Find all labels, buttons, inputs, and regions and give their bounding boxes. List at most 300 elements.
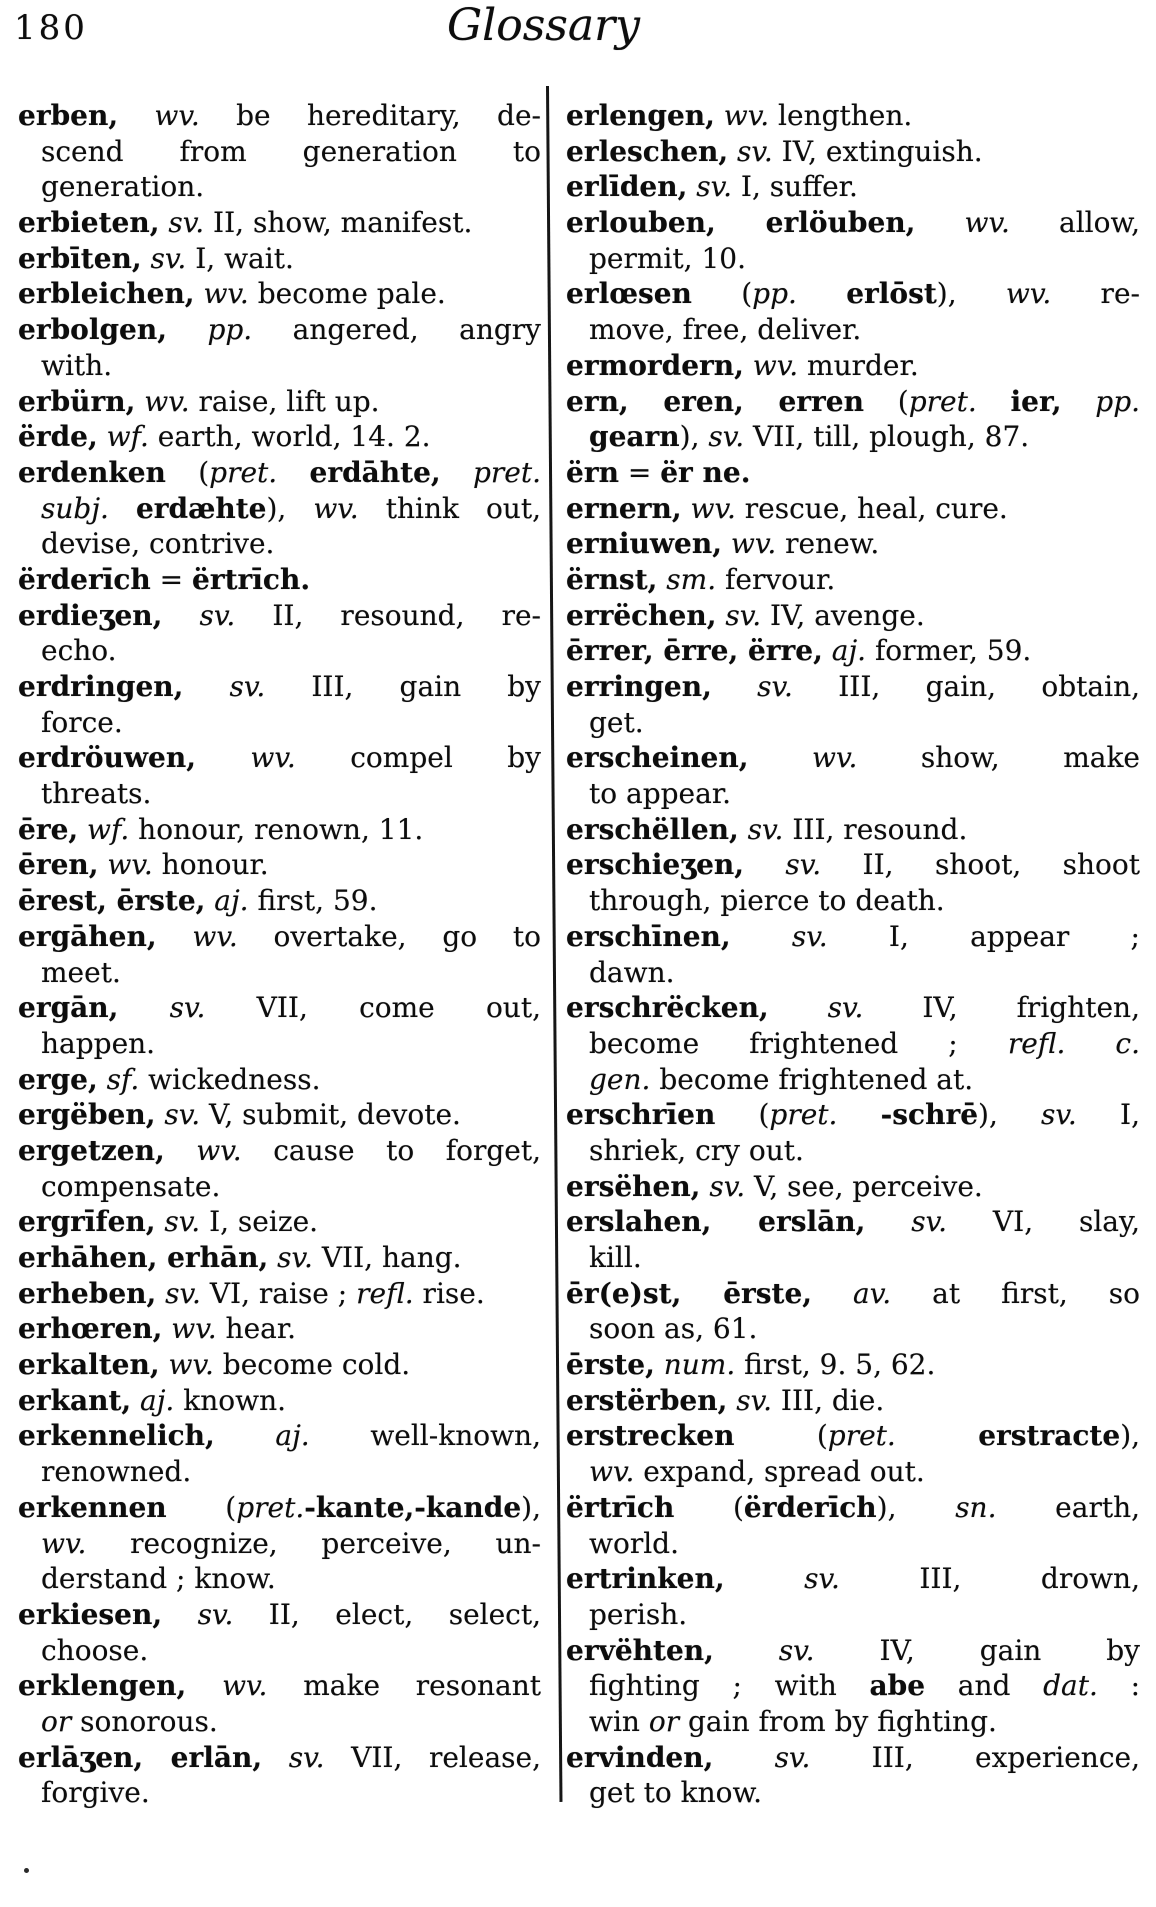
entry-line bbox=[18, 1490, 541, 1526]
definition-text: I, bbox=[1076, 1098, 1140, 1132]
definition-text: ( bbox=[691, 277, 753, 311]
headword-text: ērste, bbox=[566, 1348, 655, 1382]
grammar-tag-text: sv. bbox=[711, 670, 793, 703]
definition-text: re- bbox=[1051, 277, 1140, 311]
headword-text: erstërben, bbox=[566, 1383, 728, 1417]
headword-text: ier, bbox=[1010, 384, 1062, 418]
headword-text: gearn bbox=[589, 420, 680, 454]
headword-text: erheben, bbox=[18, 1276, 157, 1310]
grammar-tag-text: sv. bbox=[262, 1740, 325, 1774]
headword-text: erdāhte, bbox=[309, 455, 441, 489]
entry-wrap-line bbox=[566, 1240, 1140, 1276]
entry-wrap-line bbox=[566, 1704, 1140, 1740]
definition-text: earth, bbox=[996, 1490, 1140, 1524]
headword-text: erschieʒen, bbox=[566, 848, 745, 882]
headword-text: erge, bbox=[18, 1062, 98, 1096]
grammar-tag-text: sm. bbox=[657, 562, 717, 596]
entry-wrap-line bbox=[18, 1026, 541, 1062]
entry-wrap-line bbox=[566, 955, 1140, 991]
definition-text: dawn. bbox=[589, 955, 675, 989]
headword-text: erlœsen bbox=[566, 277, 692, 311]
headword-text: -schrē bbox=[880, 1098, 979, 1132]
grammar-tag-text: sv. bbox=[724, 1562, 840, 1596]
definition-text: overtake, go to bbox=[237, 919, 541, 953]
entry-line bbox=[566, 669, 1140, 705]
headword-text: erschrīen bbox=[566, 1098, 716, 1132]
grammar-tag-text: pret. bbox=[769, 1098, 838, 1132]
grammar-tag-text: wf. bbox=[78, 812, 130, 846]
definition-text: allow, bbox=[1009, 206, 1140, 240]
definition-text: scend from generation to bbox=[41, 134, 541, 168]
headword-text: erkant, bbox=[18, 1383, 132, 1417]
entry-line bbox=[566, 348, 1140, 384]
entry-line bbox=[18, 1311, 541, 1347]
definition-text bbox=[441, 456, 473, 489]
entry-line bbox=[566, 598, 1140, 634]
grammar-tag-text: sv. bbox=[687, 170, 733, 204]
grammar-tag-text: gen. bbox=[589, 1062, 651, 1096]
grammar-tag-text: pp. bbox=[752, 277, 797, 311]
definition-text: soon as, 61. bbox=[589, 1312, 758, 1346]
definition-text: to appear. bbox=[589, 777, 732, 811]
grammar-tag-text: sv. bbox=[716, 598, 762, 632]
entry-line bbox=[18, 1668, 541, 1704]
entry-line bbox=[18, 455, 541, 491]
grammar-tag-text: wv. bbox=[162, 1312, 217, 1346]
definition-text: I, wait. bbox=[186, 241, 294, 275]
headword-text: ernern, bbox=[566, 491, 682, 525]
headword-text: erkennelich, bbox=[18, 1419, 215, 1453]
entry-line bbox=[566, 455, 1140, 491]
definition-text: be hereditary, de- bbox=[199, 99, 541, 132]
definition-text: III, gain by bbox=[265, 670, 541, 703]
definition-text: ), bbox=[876, 1490, 956, 1524]
definition-text: wickedness. bbox=[139, 1062, 321, 1096]
definition-text: fighting ; with bbox=[589, 1669, 870, 1703]
headword-text: ergāhen, bbox=[18, 919, 157, 953]
entry-line bbox=[566, 1097, 1140, 1133]
definition-text: become frightened ; bbox=[589, 1026, 1008, 1060]
headword-text: ērest, ērste, bbox=[18, 884, 206, 918]
entry-line bbox=[566, 98, 1140, 134]
grammar-tag-text: pret. bbox=[827, 1419, 896, 1453]
definition-text: recognize, perceive, un- bbox=[86, 1526, 541, 1560]
entry-line bbox=[18, 919, 541, 955]
headword-text: ër ne. bbox=[660, 455, 751, 489]
grammar-tag-text: pp. bbox=[166, 313, 253, 347]
definition-text: meet. bbox=[41, 955, 121, 989]
headword-text: erlāʒen, erlān, bbox=[18, 1740, 263, 1774]
entry-line bbox=[566, 812, 1140, 848]
grammar-tag-text: sv. bbox=[708, 420, 745, 454]
glossary-column-right bbox=[566, 98, 1140, 1811]
headword-text: erstrecken bbox=[566, 1419, 735, 1453]
definition-text: world. bbox=[589, 1526, 679, 1560]
definition-text: through, pierce to death. bbox=[589, 884, 945, 918]
definition-text: shriek, cry out. bbox=[589, 1133, 804, 1167]
entry-wrap-line bbox=[18, 1775, 541, 1811]
definition-text: first, 59. bbox=[248, 884, 378, 918]
entry-wrap-line bbox=[18, 1704, 541, 1740]
entry-wrap-line bbox=[18, 1561, 541, 1597]
grammar-tag-text: pret. bbox=[209, 455, 278, 489]
definition-text: become cold. bbox=[213, 1348, 411, 1382]
entry-line bbox=[18, 1740, 541, 1776]
entry-wrap-line bbox=[566, 1526, 1140, 1562]
definition-text: raise, lift up. bbox=[189, 384, 380, 418]
definition-text: think out, bbox=[358, 491, 541, 525]
definition-text: II, shoot, shoot bbox=[821, 848, 1140, 882]
definition-text: move, free, deliver. bbox=[589, 313, 862, 347]
definition-text: win bbox=[589, 1704, 649, 1738]
headword-text: ern, eren, erren bbox=[566, 384, 864, 418]
grammar-tag-text: sn. bbox=[955, 1490, 997, 1524]
entry-line bbox=[18, 1383, 541, 1419]
entry-wrap-line bbox=[18, 633, 541, 669]
definition-text: rescue, heal, cure. bbox=[735, 491, 1008, 525]
grammar-tag-text: wv. bbox=[1005, 277, 1052, 311]
headword-text: erlouben, erlöuben, bbox=[566, 206, 916, 240]
headword-text: errëchen, bbox=[566, 598, 717, 632]
grammar-tag-text: sv. bbox=[728, 134, 773, 168]
entry-line bbox=[566, 491, 1140, 527]
definition-text: lengthen. bbox=[769, 99, 913, 132]
entry-line bbox=[18, 1597, 541, 1633]
grammar-tag-text: or bbox=[648, 1704, 680, 1738]
definition-text: fervour. bbox=[716, 562, 836, 596]
definition-text: III, gain, obtain, bbox=[792, 670, 1140, 703]
headword-text: ërn bbox=[566, 455, 619, 489]
grammar-tag-text: aj. bbox=[214, 1419, 310, 1453]
definition-text: echo. bbox=[41, 634, 117, 668]
headword-text: erdieʒen, bbox=[18, 598, 163, 632]
grammar-tag-text: sv. bbox=[162, 1597, 234, 1631]
entry-line bbox=[18, 740, 541, 776]
definition-text: happen. bbox=[41, 1026, 156, 1060]
grammar-tag-text: dat. bbox=[1043, 1669, 1098, 1703]
entry-line bbox=[566, 1490, 1140, 1526]
grammar-tag-text: wv. bbox=[41, 1526, 87, 1560]
definition-text: compensate. bbox=[41, 1169, 221, 1203]
definition-text: IV, frighten, bbox=[863, 991, 1140, 1025]
entry-line bbox=[566, 1204, 1140, 1240]
headword-text: erkennen bbox=[18, 1490, 167, 1524]
grammar-tag-text: wv. bbox=[156, 919, 238, 953]
grammar-tag-text: sv. bbox=[744, 848, 822, 882]
definition-text: gain from by fighting. bbox=[679, 1704, 997, 1738]
headword-text: erleschen, bbox=[566, 134, 729, 168]
entry-wrap-line bbox=[566, 1454, 1140, 1490]
headword-text: ërtrīch. bbox=[192, 562, 311, 596]
grammar-tag-text: sv. bbox=[730, 919, 828, 953]
grammar-tag-text: sv. bbox=[713, 1633, 815, 1667]
definition-text: ), bbox=[679, 420, 709, 454]
headword-text: erringen, bbox=[566, 670, 712, 703]
running-head-title: Glossary bbox=[447, 0, 640, 51]
grammar-tag-text: sv. bbox=[727, 1383, 772, 1417]
entry-line bbox=[566, 526, 1140, 562]
grammar-tag-text: wv. bbox=[589, 1455, 635, 1489]
entry-wrap-line bbox=[18, 1526, 541, 1562]
entry-line bbox=[566, 919, 1140, 955]
entry-line bbox=[566, 1169, 1140, 1205]
grammar-tag-text: sv. bbox=[268, 1241, 313, 1274]
definition-text: III, drown, bbox=[839, 1562, 1140, 1596]
headword-text: erslahen, erslān, bbox=[566, 1205, 866, 1239]
headword-text: erhœren, bbox=[18, 1312, 163, 1346]
definition-text: former, 59. bbox=[866, 634, 1032, 668]
definition-text: rise. bbox=[413, 1276, 485, 1310]
definition-text: III, experience, bbox=[810, 1740, 1140, 1774]
definition-text: ), bbox=[936, 277, 1006, 311]
definition-text: II, resound, re- bbox=[235, 598, 541, 632]
definition-text: VI, raise ; bbox=[200, 1276, 357, 1310]
headword-text: erscheinen, bbox=[566, 741, 749, 775]
definition-text: earth, world, 14. 2. bbox=[148, 420, 431, 454]
definition-text bbox=[797, 277, 846, 310]
grammar-tag-text: pret. bbox=[908, 384, 977, 418]
headword-text: ergrīfen, bbox=[18, 1205, 156, 1239]
definition-text: devise, contrive. bbox=[41, 527, 275, 561]
definition-text: kill. bbox=[589, 1241, 642, 1274]
headword-text: erniuwen, bbox=[566, 527, 722, 561]
entry-line bbox=[566, 134, 1140, 170]
definition-text: II, elect, select, bbox=[233, 1597, 541, 1631]
grammar-tag-text: refl. c. bbox=[1007, 1026, 1140, 1060]
entry-wrap-line bbox=[566, 705, 1140, 741]
definition-text: VI, slay, bbox=[947, 1205, 1140, 1239]
entry-line bbox=[566, 740, 1140, 776]
headword-text: ërderīch bbox=[743, 1490, 877, 1524]
definition-text bbox=[837, 1098, 880, 1131]
definition-text: III, resound. bbox=[783, 812, 968, 846]
headword-text: erbieten, bbox=[18, 206, 160, 240]
grammar-tag-text: wv. bbox=[714, 99, 770, 132]
entry-line bbox=[18, 384, 541, 420]
headword-text: ērrer, ērre, ërre, bbox=[566, 634, 823, 668]
grammar-tag-text: aj. bbox=[131, 1383, 175, 1417]
grammar-tag-text: wv. bbox=[159, 1348, 214, 1382]
definition-text: at first, so bbox=[891, 1276, 1140, 1310]
definition-text: known. bbox=[174, 1383, 287, 1417]
definition-text: = bbox=[618, 455, 661, 489]
headword-text: erbürn, bbox=[18, 384, 136, 418]
headword-text: erschīnen, bbox=[566, 919, 731, 953]
definition-text: honour. bbox=[152, 848, 269, 882]
definition-text: IV, gain by bbox=[814, 1633, 1140, 1667]
grammar-tag-text: wv. bbox=[195, 741, 296, 775]
entry-wrap-line bbox=[18, 526, 541, 562]
entry-wrap-line bbox=[18, 491, 541, 527]
definition-text: ), bbox=[266, 491, 314, 525]
grammar-tag-text: aj. bbox=[822, 634, 867, 668]
entry-wrap-line bbox=[18, 134, 541, 170]
entry-line bbox=[18, 812, 541, 848]
definition-text: V, submit, devote. bbox=[200, 1098, 461, 1132]
definition-text: renowned. bbox=[41, 1455, 192, 1489]
entry-line bbox=[18, 883, 541, 919]
grammar-tag-text: wv. bbox=[681, 491, 736, 525]
definition-text: become frightened at. bbox=[650, 1062, 974, 1096]
entry-wrap-line bbox=[566, 1597, 1140, 1633]
headword-text: erbolgen, bbox=[18, 313, 167, 347]
entry-wrap-line bbox=[566, 1668, 1140, 1704]
definition-text: IV, extinguish. bbox=[772, 134, 983, 168]
headword-text: abe bbox=[869, 1669, 926, 1703]
headword-text: erschrëcken, bbox=[566, 991, 769, 1025]
definition-text: VII, release, bbox=[324, 1740, 541, 1774]
entry-wrap-line bbox=[18, 1454, 541, 1490]
definition-text: murder. bbox=[798, 348, 919, 382]
entry-wrap-line bbox=[566, 1062, 1140, 1098]
grammar-tag-text: sv. bbox=[118, 991, 206, 1025]
entry-line bbox=[18, 1418, 541, 1454]
definition-text: ( bbox=[165, 455, 210, 489]
headword-text: erschëllen, bbox=[566, 812, 739, 846]
definition-text: choose. bbox=[41, 1633, 149, 1667]
entry-wrap-line bbox=[18, 348, 541, 384]
definition-text: threats. bbox=[41, 777, 152, 811]
entry-wrap-line bbox=[566, 1133, 1140, 1169]
entry-line bbox=[566, 169, 1140, 205]
grammar-tag-text: sv. bbox=[738, 812, 784, 846]
headword-text: erben, bbox=[18, 99, 119, 132]
entry-line bbox=[566, 990, 1140, 1026]
entry-wrap-line bbox=[18, 1169, 541, 1205]
entry-wrap-line bbox=[566, 419, 1140, 455]
headword-text: ermordern, bbox=[566, 348, 744, 382]
definition-text: hear. bbox=[216, 1312, 297, 1346]
definition-text: VII, come out, bbox=[205, 991, 541, 1025]
definition-text: VII, till, plough, 87. bbox=[744, 420, 1030, 454]
entry-wrap-line bbox=[566, 776, 1140, 812]
entry-line bbox=[18, 419, 541, 455]
definition-text: forgive. bbox=[41, 1776, 150, 1810]
entry-line bbox=[566, 1347, 1140, 1383]
headword-text: ërde, bbox=[18, 420, 98, 454]
definition-text: angered, angry bbox=[252, 313, 541, 347]
definition-text: II, show, manifest. bbox=[204, 206, 473, 240]
grammar-tag-text: sv. bbox=[183, 670, 266, 703]
grammar-tag-text: sv. bbox=[162, 598, 236, 632]
headword-text: erdenken bbox=[18, 455, 166, 489]
headword-text: erlengen, bbox=[566, 99, 715, 132]
headword-text: erdæhte bbox=[135, 491, 267, 525]
entry-line bbox=[18, 276, 541, 312]
entry-line bbox=[18, 562, 541, 598]
entry-line bbox=[18, 312, 541, 348]
definition-text: well-known, bbox=[309, 1419, 541, 1453]
definition-text bbox=[109, 492, 136, 525]
definition-text: renew. bbox=[776, 527, 880, 561]
grammar-tag-text: subj. bbox=[41, 491, 109, 525]
headword-text: erlīden, bbox=[566, 170, 688, 204]
definition-text: derstand ; know. bbox=[41, 1562, 276, 1596]
definition-text: ( bbox=[674, 1490, 744, 1524]
headword-text: erhāhen, erhān, bbox=[18, 1241, 269, 1274]
grammar-tag-text: wv. bbox=[915, 206, 1010, 240]
definition-text bbox=[1061, 385, 1095, 418]
definition-text: get. bbox=[589, 705, 644, 739]
headword-text: erdringen, bbox=[18, 670, 184, 703]
entry-line bbox=[566, 1276, 1140, 1312]
entry-wrap-line bbox=[566, 1311, 1140, 1347]
grammar-tag-text: wv. bbox=[118, 99, 200, 132]
entry-line bbox=[566, 276, 1140, 312]
headword-text: erbīten, bbox=[18, 241, 142, 275]
definition-text: compel by bbox=[295, 741, 541, 775]
entry-line bbox=[18, 598, 541, 634]
definition-text: ( bbox=[166, 1490, 237, 1524]
definition-text: make resonant bbox=[267, 1669, 541, 1703]
entry-wrap-line bbox=[18, 705, 541, 741]
grammar-tag-text: sv. bbox=[768, 991, 864, 1025]
definition-text: sonorous. bbox=[71, 1704, 218, 1738]
definition-text: with. bbox=[41, 348, 113, 382]
grammar-tag-text: refl. bbox=[356, 1276, 414, 1310]
definition-text: honour, renown, 11. bbox=[129, 812, 424, 846]
entry-line bbox=[18, 241, 541, 277]
grammar-tag-text: wv. bbox=[98, 848, 153, 882]
page-number: 180 bbox=[14, 8, 88, 48]
grammar-tag-text: sv. bbox=[141, 241, 187, 275]
grammar-tag-text: sv. bbox=[713, 1740, 811, 1774]
headword-text: ergetzen, bbox=[18, 1133, 165, 1167]
definition-text: expand, spread out. bbox=[634, 1455, 925, 1489]
definition-text: VII, hang. bbox=[312, 1241, 462, 1274]
entry-line bbox=[18, 990, 541, 1026]
grammar-tag-text: sv. bbox=[155, 1205, 201, 1239]
definition-text: ( bbox=[734, 1419, 828, 1453]
entry-line bbox=[18, 1133, 541, 1169]
entry-line bbox=[566, 633, 1140, 669]
entry-line bbox=[18, 98, 541, 134]
headword-text: ēren, bbox=[18, 848, 99, 882]
definition-text: and bbox=[925, 1669, 1044, 1703]
headword-text: ërtrīch bbox=[566, 1490, 675, 1524]
grammar-tag-text: wv. bbox=[743, 348, 799, 382]
grammar-tag-text: wv. bbox=[194, 277, 249, 311]
grammar-tag-text: wv. bbox=[164, 1133, 242, 1167]
entry-line bbox=[18, 1204, 541, 1240]
entry-line bbox=[566, 1561, 1140, 1597]
grammar-tag-text: sv. bbox=[155, 1098, 201, 1132]
headword-text: erstracte bbox=[978, 1419, 1121, 1453]
entry-wrap-line bbox=[18, 955, 541, 991]
grammar-tag-text: aj. bbox=[205, 884, 249, 918]
definition-text: show, make bbox=[857, 741, 1140, 775]
grammar-tag-text: pp. bbox=[1095, 384, 1140, 418]
headword-text: ërnst, bbox=[566, 562, 658, 596]
definition-text bbox=[977, 385, 1011, 418]
definition-text bbox=[277, 456, 309, 489]
definition-text: generation. bbox=[41, 170, 205, 204]
entry-wrap-line bbox=[18, 776, 541, 812]
headword-text: erdröuwen, bbox=[18, 741, 196, 775]
entry-line bbox=[566, 205, 1140, 241]
definition-text: : bbox=[1097, 1669, 1140, 1703]
column-divider-rule bbox=[546, 86, 562, 1802]
grammar-tag-text: av. bbox=[812, 1276, 892, 1310]
entry-wrap-line bbox=[18, 169, 541, 205]
entry-wrap-line bbox=[18, 1633, 541, 1669]
definition-text: IV, avenge. bbox=[761, 598, 925, 632]
entry-line bbox=[18, 1240, 541, 1276]
headword-text: ergān, bbox=[18, 991, 119, 1025]
grammar-tag-text: sv. bbox=[156, 1276, 201, 1310]
definition-text: I, seize. bbox=[200, 1205, 319, 1239]
grammar-tag-text: sf. bbox=[97, 1062, 140, 1096]
